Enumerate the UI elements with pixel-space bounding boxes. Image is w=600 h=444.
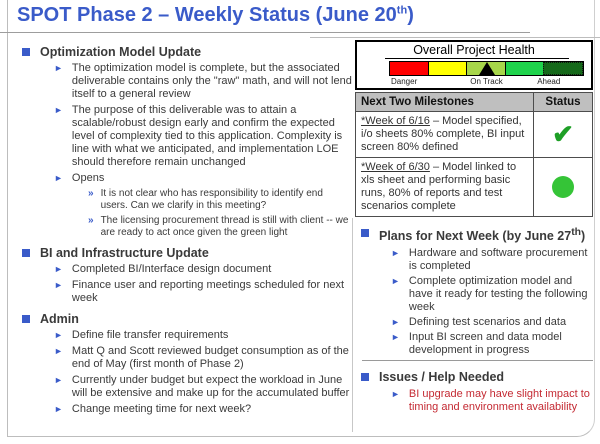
milestones-header: Next Two Milestones [356,93,534,112]
triangle-bullet-icon: ► [54,63,63,73]
section-title: BI and Infrastructure Update [40,246,209,260]
milestone-text-cell [356,158,534,217]
bullet-text: Defining test scenarios and data [408,316,567,329]
milestone-status-cell [534,158,593,217]
title-underline [0,32,530,33]
triangle-bullet-icon: ► [54,264,63,274]
triangle-bullet-icon: ► [54,375,63,385]
section-title: Admin [40,312,79,326]
square-bullet-icon [22,249,30,257]
plans-title-suffix: ) [581,229,586,244]
gauge-label-danger: Danger [391,77,418,86]
bullet-text: Complete optimization model and have it ready for testing the following week [408,275,588,314]
triangle-bullet-icon: ► [54,404,63,414]
triangle-bullet-icon: ► [391,248,400,259]
gauge-segment-danger [390,62,428,75]
gauge-labels [389,76,584,87]
gauge-label-ontrack: On Track [470,77,503,86]
bullet-text: Finance user and reporting meetings scheduled for next week [71,279,345,304]
milestone-text-cell [356,112,534,158]
section-optimization-model-update [16,45,352,239]
square-bullet-icon [361,373,369,381]
page-title-text: SPOT Phase 2 – Weekly Status (June 20 [17,4,397,26]
health-panel-title: Overall Project Health [413,43,535,57]
milestone-week-label: *Week of 6/30 [361,161,430,173]
column-divider [352,218,353,432]
page-title-superscript: th [396,4,408,17]
bullet-text: The optimization model is complete, but the associated deliverable contains only the "raw" math, and will not lend itself to a general review [71,62,352,100]
sub-bullet-text: The licensing procurement thread is still with client -- we are ready to act once given the green light [100,215,349,238]
triangle-bullet-icon: ► [54,173,63,183]
bullet-text: Completed BI/Interface design document [71,263,272,275]
plans-title-text: Plans for Next Week (by June 27 [379,229,572,244]
sub-bullet-text: It is not clear who has responsibility to identify end users. Can we clarify in this meeting? [100,188,323,211]
issue-text: BI upgrade may have slight impact to timing and environment availability [408,388,590,413]
milestones-header-row [356,93,593,112]
health-gauge-bar [389,61,584,76]
double-arrow-bullet-icon: » [88,188,94,199]
bullet-text: Change meeting time for next week? [71,403,252,415]
gauge-label-ahead: Ahead [537,77,561,86]
checkmark-icon: ✔ [552,119,574,149]
bullet-item [391,316,595,329]
milestone-description: – Model specified, i/o sheets 80% complete, BI input screen 80% defined [361,115,525,153]
section-title [379,226,585,243]
triangle-bullet-icon: ► [54,105,63,115]
bullet-item [391,331,595,357]
bullet-text: The purpose of this deliverable was to attain a scalable/robust design early and confirm the expected level of complexity tied to this application. Complexity is line with what we anticipated, and implementation LOE should therefore remain unchanged [71,104,343,168]
bullet-item [391,388,595,414]
milestones-table [355,92,593,217]
milestone-description: – Model linked to xls sheet and performing basic runs, 80% of reports and test scenarios complete [361,161,517,212]
milestone-row [356,158,593,217]
gauge-segment-warning [428,62,467,75]
square-bullet-icon [22,48,30,56]
bullet-item [54,279,352,305]
bullet-item [54,172,352,185]
bullet-item [54,374,352,400]
sub-bullet-item [88,188,352,212]
status-header: Status [534,93,593,112]
bullet-item [54,263,352,276]
bullet-item [54,403,352,416]
sub-bullet-item [88,215,352,239]
gauge-segment-good [505,62,544,75]
section-bi-infrastructure-update [16,246,352,305]
bullet-text: Matt Q and Scott reviewed budget consumption as of the end of May (first month of Phase 2) [71,345,349,370]
triangle-bullet-icon: ► [54,346,63,356]
green-circle-icon [552,176,574,198]
bullet-item [391,275,595,314]
bullet-item [391,247,595,273]
section-heading [361,226,595,243]
milestone-row [356,112,593,158]
plans-title-superscript: th [571,227,582,238]
bullet-text: Input BI screen and data model development in progress [408,331,562,357]
section-heading [22,45,352,59]
section-title: Optimization Model Update [40,45,202,59]
square-bullet-icon [22,315,30,323]
page-title-suffix: ) [407,4,414,26]
overall-project-health-panel [355,40,593,90]
triangle-bullet-icon: ► [391,389,400,399]
page-title [17,4,414,27]
section-plans-next-week [355,224,595,359]
section-title: Issues / Help Needed [379,370,505,384]
triangle-bullet-icon: ► [54,330,63,340]
left-column [16,40,352,419]
bullet-text: Define file transfer requirements [71,329,229,341]
section-heading [361,370,595,384]
right-panel-top-line [310,37,600,38]
section-admin [16,312,352,416]
section-heading [22,312,352,326]
bullet-item [54,104,352,169]
issues-section-divider [362,360,593,361]
milestone-week-label: *Week of 6/16 [361,115,430,127]
double-arrow-bullet-icon: » [88,215,94,226]
bullet-item [54,345,352,371]
bullet-item [54,329,352,342]
gauge-marker-triangle-icon [479,62,495,75]
milestone-status-cell [534,112,593,158]
triangle-bullet-icon: ► [391,317,400,328]
bullet-text: Currently under budget but expect the workload in June will be extensive and make up for the accumulated buffer [71,374,350,399]
triangle-bullet-icon: ► [391,276,400,287]
health-title-underline [385,58,569,59]
square-bullet-icon [361,229,369,237]
bullet-text: Hardware and software procurement is completed [408,247,588,273]
triangle-bullet-icon: ► [391,332,400,343]
section-heading [22,246,352,260]
bullet-text: Opens [71,172,105,184]
gauge-segment-ahead [543,62,583,75]
section-issues-help-needed [355,368,595,416]
bullet-item [54,62,352,101]
triangle-bullet-icon: ► [54,280,63,290]
